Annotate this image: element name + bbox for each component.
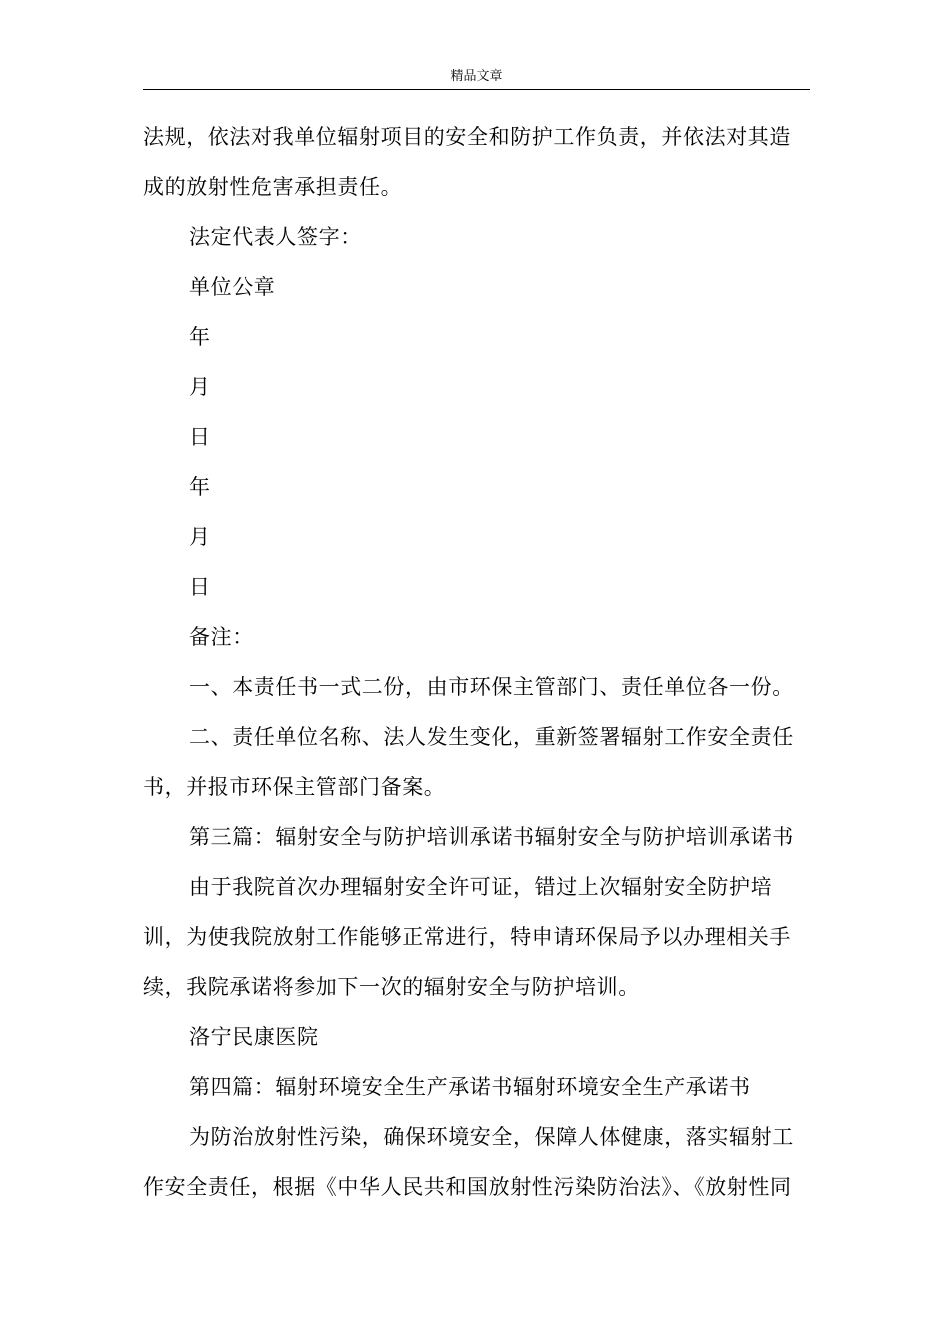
- section-heading: 第四篇：辐射环境安全生产承诺书辐射环境安全生产承诺书: [189, 1075, 751, 1099]
- paragraph-line: 年: [189, 325, 211, 349]
- paragraph-line: 为防治放射性污染，确保环境安全，保障人体健康，落实辐射工: [189, 1125, 794, 1149]
- paragraph-line: 作安全责任，根据《中华人民共和国放射性污染防治法》、《放射性同: [143, 1175, 792, 1199]
- header-divider: [143, 89, 810, 90]
- paragraph-line: 一、本责任书一式二份，由市环保主管部门、责任单位各一份。: [189, 675, 794, 699]
- paragraph-line: 洛宁民康医院: [189, 1025, 319, 1049]
- paragraph-line: 由于我院首次办理辐射安全许可证，错过上次辐射安全防护培: [189, 875, 773, 899]
- paragraph-line: 法规，依法对我单位辐射项目的安全和防护工作负责，并依法对其造: [143, 125, 791, 149]
- paragraph-line: 月: [189, 525, 211, 549]
- paragraph-line: 年: [189, 475, 211, 499]
- section-heading: 第三篇：辐射安全与防护培训承诺书辐射安全与防护培训承诺书: [189, 825, 794, 849]
- paragraph-line: 续，我院承诺将参加下一次的辐射安全与防护培训。: [143, 975, 640, 999]
- document-body: [143, 112, 810, 1212]
- paragraph-line: 单位公章: [189, 275, 276, 299]
- page-header: 精品文章: [450, 69, 503, 84]
- paragraph-line: 二、责任单位名称、法人发生变化，重新签署辐射工作安全责任: [189, 725, 794, 749]
- paragraph-line: 书，并报市环保主管部门备案。: [143, 775, 446, 799]
- paragraph-line: 训，为使我院放射工作能够正常进行，特申请环保局予以办理相关手: [143, 925, 791, 949]
- paragraph-line: 日: [189, 575, 211, 599]
- paragraph-line: 成的放射性危害承担责任。: [143, 175, 403, 199]
- paragraph-line: 月: [189, 375, 211, 399]
- paragraph-line: 备注：: [189, 625, 254, 649]
- paragraph-line: 日: [189, 425, 211, 449]
- paragraph-line: 法定代表人签字：: [189, 225, 362, 249]
